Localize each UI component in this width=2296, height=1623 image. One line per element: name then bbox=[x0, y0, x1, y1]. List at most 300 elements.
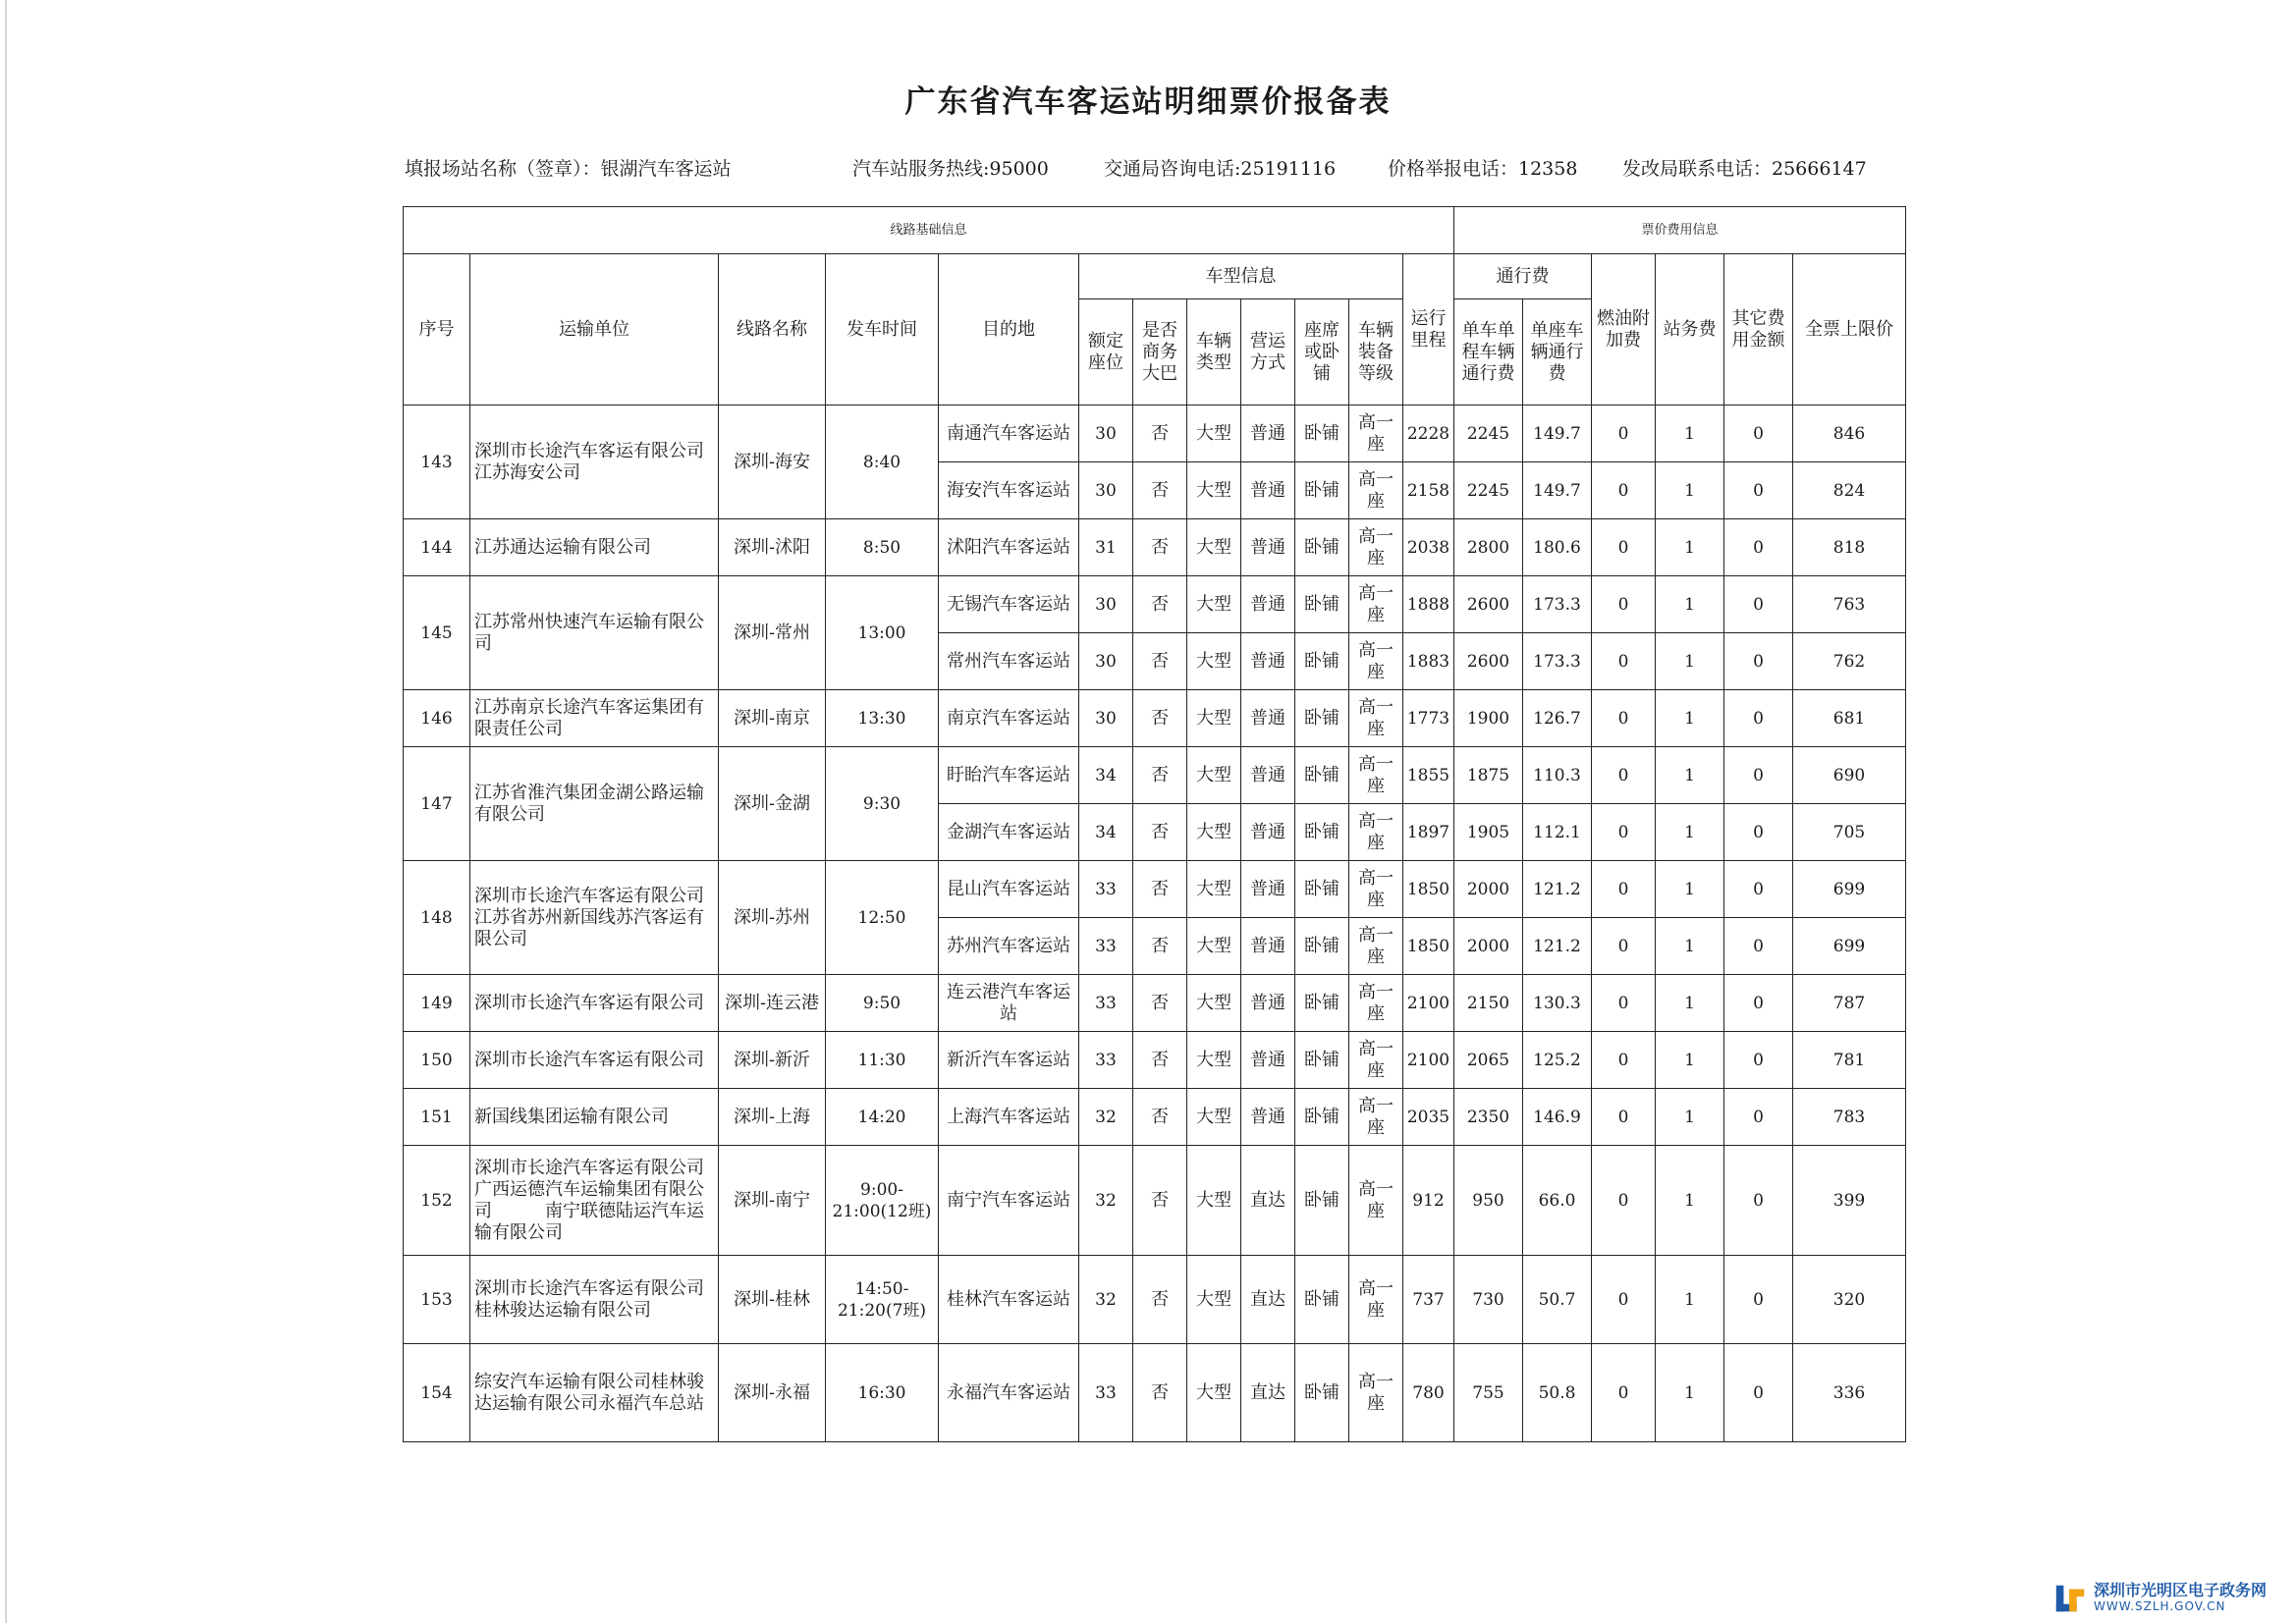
cell-max-fare: 818 bbox=[1793, 519, 1906, 576]
cell-business-bus: 否 bbox=[1133, 804, 1187, 861]
cell-depart-time: 14:50-21:20(7班) bbox=[826, 1256, 939, 1344]
cell-toll-seat: 125.2 bbox=[1523, 1032, 1592, 1089]
cell-vehicle-type: 大型 bbox=[1187, 804, 1241, 861]
cell-vehicle-type: 大型 bbox=[1187, 406, 1241, 462]
cell-other-fee: 0 bbox=[1724, 690, 1793, 747]
cell-max-fare: 846 bbox=[1793, 406, 1906, 462]
cell-destination: 新沂汽车客运站 bbox=[939, 1032, 1079, 1089]
cell-depart-time: 13:00 bbox=[826, 576, 939, 690]
table-row bbox=[404, 1256, 1906, 1344]
cell-equipment-grade: 高一座 bbox=[1349, 861, 1403, 918]
cell-distance: 1850 bbox=[1403, 918, 1454, 975]
cell-destination: 无锡汽车客运站 bbox=[939, 576, 1079, 633]
cell-equipment-grade: 高一座 bbox=[1349, 633, 1403, 690]
section-fee-info: 票价费用信息 bbox=[1454, 207, 1906, 254]
col-company: 运输单位 bbox=[470, 254, 719, 406]
cell-vehicle-type: 大型 bbox=[1187, 918, 1241, 975]
cell-line: 深圳-苏州 bbox=[719, 861, 826, 975]
cell-max-fare: 781 bbox=[1793, 1032, 1906, 1089]
cell-business-bus: 否 bbox=[1133, 576, 1187, 633]
cell-seats: 30 bbox=[1079, 690, 1133, 747]
cell-destination: 昆山汽车客运站 bbox=[939, 861, 1079, 918]
cell-toll-seat: 149.7 bbox=[1523, 406, 1592, 462]
cell-other-fee: 0 bbox=[1724, 804, 1793, 861]
cell-toll-single: 1905 bbox=[1454, 804, 1523, 861]
cell-seats: 30 bbox=[1079, 576, 1133, 633]
cell-equipment-grade: 高一座 bbox=[1349, 576, 1403, 633]
cell-toll-single: 2350 bbox=[1454, 1089, 1523, 1146]
cell-toll-single: 2150 bbox=[1454, 975, 1523, 1032]
cell-company: 深圳市长途汽车客运有限公司 bbox=[470, 1032, 719, 1089]
cell-station-fee: 1 bbox=[1656, 1146, 1724, 1256]
cell-max-fare: 681 bbox=[1793, 690, 1906, 747]
cell-equipment-grade: 高一座 bbox=[1349, 1344, 1403, 1442]
col-toll-seat: 单座车辆通行费 bbox=[1523, 299, 1592, 406]
col-toll: 通行费 bbox=[1454, 254, 1592, 299]
cell-business-bus: 否 bbox=[1133, 1256, 1187, 1344]
cell-line: 深圳-永福 bbox=[719, 1344, 826, 1442]
table-row bbox=[404, 1344, 1906, 1442]
cell-station-fee: 1 bbox=[1656, 861, 1724, 918]
col-line: 线路名称 bbox=[719, 254, 826, 406]
cell-fuel-surcharge: 0 bbox=[1592, 1032, 1656, 1089]
cell-seats: 34 bbox=[1079, 747, 1133, 804]
cell-max-fare: 824 bbox=[1793, 462, 1906, 519]
cell-other-fee: 0 bbox=[1724, 633, 1793, 690]
cell-max-fare: 699 bbox=[1793, 861, 1906, 918]
cell-fuel-surcharge: 0 bbox=[1592, 519, 1656, 576]
price-report-label: 价格举报电话：12358 bbox=[1388, 158, 1578, 180]
fare-table bbox=[403, 206, 1906, 1442]
cell-business-bus: 否 bbox=[1133, 462, 1187, 519]
cell-toll-single: 2065 bbox=[1454, 1032, 1523, 1089]
cell-depart-time: 13:30 bbox=[826, 690, 939, 747]
cell-max-fare: 763 bbox=[1793, 576, 1906, 633]
cell-max-fare: 762 bbox=[1793, 633, 1906, 690]
cell-business-bus: 否 bbox=[1133, 406, 1187, 462]
cell-distance: 1850 bbox=[1403, 861, 1454, 918]
cell-vehicle-type: 大型 bbox=[1187, 519, 1241, 576]
cell-seat-or-berth: 卧铺 bbox=[1295, 1256, 1349, 1344]
cell-seat-or-berth: 卧铺 bbox=[1295, 1032, 1349, 1089]
section-route-info: 线路基础信息 bbox=[404, 207, 1454, 254]
cell-fuel-surcharge: 0 bbox=[1592, 633, 1656, 690]
cell-company: 深圳市长途汽车客运有限公司 bbox=[470, 975, 719, 1032]
cell-toll-seat: 121.2 bbox=[1523, 861, 1592, 918]
cell-business-bus: 否 bbox=[1133, 747, 1187, 804]
cell-seats: 33 bbox=[1079, 1032, 1133, 1089]
cell-toll-seat: 130.3 bbox=[1523, 975, 1592, 1032]
cell-company: 综安汽车运输有限公司桂林骏达运输有限公司永福汽车总站 bbox=[470, 1344, 719, 1442]
col-other-fee: 其它费用金额 bbox=[1724, 254, 1793, 406]
cell-toll-single: 2245 bbox=[1454, 462, 1523, 519]
cell-toll-seat: 112.1 bbox=[1523, 804, 1592, 861]
cell-destination: 盱眙汽车客运站 bbox=[939, 747, 1079, 804]
cell-depart-time: 9:50 bbox=[826, 975, 939, 1032]
cell-operation-mode: 普通 bbox=[1241, 406, 1295, 462]
cell-no: 152 bbox=[404, 1146, 470, 1256]
cell-seat-or-berth: 卧铺 bbox=[1295, 975, 1349, 1032]
cell-fuel-surcharge: 0 bbox=[1592, 861, 1656, 918]
cell-operation-mode: 普通 bbox=[1241, 975, 1295, 1032]
cell-toll-single: 950 bbox=[1454, 1146, 1523, 1256]
cell-business-bus: 否 bbox=[1133, 519, 1187, 576]
cell-toll-single: 2800 bbox=[1454, 519, 1523, 576]
cell-toll-seat: 50.7 bbox=[1523, 1256, 1592, 1344]
cell-operation-mode: 直达 bbox=[1241, 1344, 1295, 1442]
transport-bureau-label: 交通局咨询电话:25191116 bbox=[1104, 158, 1337, 180]
cell-business-bus: 否 bbox=[1133, 861, 1187, 918]
cell-operation-mode: 普通 bbox=[1241, 462, 1295, 519]
cell-operation-mode: 直达 bbox=[1241, 1256, 1295, 1344]
cell-toll-seat: 149.7 bbox=[1523, 462, 1592, 519]
cell-toll-seat: 146.9 bbox=[1523, 1089, 1592, 1146]
cell-toll-seat: 126.7 bbox=[1523, 690, 1592, 747]
table-row bbox=[404, 1032, 1906, 1089]
cell-station-fee: 1 bbox=[1656, 975, 1724, 1032]
cell-no: 146 bbox=[404, 690, 470, 747]
cell-distance: 912 bbox=[1403, 1146, 1454, 1256]
cell-line: 深圳-常州 bbox=[719, 576, 826, 690]
cell-seats: 30 bbox=[1079, 406, 1133, 462]
cell-toll-seat: 50.8 bbox=[1523, 1344, 1592, 1442]
cell-no: 143 bbox=[404, 406, 470, 519]
cell-seats: 33 bbox=[1079, 861, 1133, 918]
cell-other-fee: 0 bbox=[1724, 861, 1793, 918]
cell-station-fee: 1 bbox=[1656, 633, 1724, 690]
cell-other-fee: 0 bbox=[1724, 1344, 1793, 1442]
cell-destination: 海安汽车客运站 bbox=[939, 462, 1079, 519]
cell-vehicle-type: 大型 bbox=[1187, 576, 1241, 633]
cell-seats: 33 bbox=[1079, 975, 1133, 1032]
cell-max-fare: 399 bbox=[1793, 1146, 1906, 1256]
cell-no: 148 bbox=[404, 861, 470, 975]
cell-seat-or-berth: 卧铺 bbox=[1295, 861, 1349, 918]
cell-station-fee: 1 bbox=[1656, 519, 1724, 576]
cell-toll-single: 730 bbox=[1454, 1256, 1523, 1344]
cell-toll-single: 755 bbox=[1454, 1344, 1523, 1442]
cell-operation-mode: 普通 bbox=[1241, 918, 1295, 975]
col-destination: 目的地 bbox=[939, 254, 1079, 406]
cell-fuel-surcharge: 0 bbox=[1592, 1344, 1656, 1442]
cell-destination: 南宁汽车客运站 bbox=[939, 1146, 1079, 1256]
cell-toll-seat: 110.3 bbox=[1523, 747, 1592, 804]
cell-seat-or-berth: 卧铺 bbox=[1295, 804, 1349, 861]
table-row bbox=[404, 747, 1906, 804]
cell-line: 深圳-新沂 bbox=[719, 1032, 826, 1089]
cell-business-bus: 否 bbox=[1133, 1089, 1187, 1146]
cell-toll-single: 2000 bbox=[1454, 918, 1523, 975]
cell-vehicle-type: 大型 bbox=[1187, 1089, 1241, 1146]
col-equipment-grade: 车辆装备等级 bbox=[1349, 299, 1403, 406]
site-logo-icon bbox=[2052, 1580, 2090, 1617]
col-fuel-surcharge: 燃油附加费 bbox=[1592, 254, 1656, 406]
cell-fuel-surcharge: 0 bbox=[1592, 975, 1656, 1032]
cell-station-fee: 1 bbox=[1656, 406, 1724, 462]
cell-no: 147 bbox=[404, 747, 470, 861]
cell-depart-time: 16:30 bbox=[826, 1344, 939, 1442]
cell-seats: 30 bbox=[1079, 462, 1133, 519]
cell-distance: 2158 bbox=[1403, 462, 1454, 519]
cell-destination: 连云港汽车客运站 bbox=[939, 975, 1079, 1032]
cell-company: 深圳市长途汽车客运有限公司桂林骏达运输有限公司 bbox=[470, 1256, 719, 1344]
col-max-fare: 全票上限价 bbox=[1793, 254, 1906, 406]
col-vehicle-info: 车型信息 bbox=[1079, 254, 1403, 299]
cell-company: 深圳市长途汽车客运有限公司广西运德汽车运输集团有限公司 南宁联德陆运汽车运输有限公司 bbox=[470, 1146, 719, 1256]
cell-distance: 2100 bbox=[1403, 975, 1454, 1032]
logo-site-name: 深圳市光明区电子政务网 bbox=[2093, 1581, 2267, 1599]
cell-distance: 1773 bbox=[1403, 690, 1454, 747]
cell-equipment-grade: 高一座 bbox=[1349, 975, 1403, 1032]
table-row bbox=[404, 690, 1906, 747]
cell-toll-seat: 173.3 bbox=[1523, 576, 1592, 633]
col-toll-single: 单车单程车辆通行费 bbox=[1454, 299, 1523, 406]
col-vehicle-type: 车辆类型 bbox=[1187, 299, 1241, 406]
cell-fuel-surcharge: 0 bbox=[1592, 406, 1656, 462]
cell-equipment-grade: 高一座 bbox=[1349, 406, 1403, 462]
cell-line: 深圳-上海 bbox=[719, 1089, 826, 1146]
cell-equipment-grade: 高一座 bbox=[1349, 1146, 1403, 1256]
cell-distance: 2038 bbox=[1403, 519, 1454, 576]
cell-other-fee: 0 bbox=[1724, 975, 1793, 1032]
cell-depart-time: 11:30 bbox=[826, 1032, 939, 1089]
cell-no: 144 bbox=[404, 519, 470, 576]
cell-no: 151 bbox=[404, 1089, 470, 1146]
col-operation-mode: 营运方式 bbox=[1241, 299, 1295, 406]
cell-other-fee: 0 bbox=[1724, 747, 1793, 804]
cell-toll-seat: 121.2 bbox=[1523, 918, 1592, 975]
cell-toll-single: 1875 bbox=[1454, 747, 1523, 804]
cell-fuel-surcharge: 0 bbox=[1592, 690, 1656, 747]
col-distance: 运行里程 bbox=[1403, 254, 1454, 406]
cell-operation-mode: 普通 bbox=[1241, 804, 1295, 861]
cell-station-fee: 1 bbox=[1656, 804, 1724, 861]
cell-seats: 30 bbox=[1079, 633, 1133, 690]
cell-destination: 南京汽车客运站 bbox=[939, 690, 1079, 747]
cell-company: 新国线集团运输有限公司 bbox=[470, 1089, 719, 1146]
cell-seat-or-berth: 卧铺 bbox=[1295, 1344, 1349, 1442]
cell-business-bus: 否 bbox=[1133, 975, 1187, 1032]
cell-company: 江苏常州快速汽车运输有限公司 bbox=[470, 576, 719, 690]
cell-operation-mode: 普通 bbox=[1241, 861, 1295, 918]
cell-business-bus: 否 bbox=[1133, 918, 1187, 975]
cell-seat-or-berth: 卧铺 bbox=[1295, 690, 1349, 747]
cell-station-fee: 1 bbox=[1656, 1032, 1724, 1089]
col-no: 序号 bbox=[404, 254, 470, 406]
table-row bbox=[404, 975, 1906, 1032]
cell-fuel-surcharge: 0 bbox=[1592, 1089, 1656, 1146]
cell-other-fee: 0 bbox=[1724, 1089, 1793, 1146]
cell-company: 深圳市长途汽车客运有限公司江苏海安公司 bbox=[470, 406, 719, 519]
cell-seat-or-berth: 卧铺 bbox=[1295, 1089, 1349, 1146]
cell-vehicle-type: 大型 bbox=[1187, 1256, 1241, 1344]
cell-line: 深圳-连云港 bbox=[719, 975, 826, 1032]
cell-company: 江苏省淮汽集团金湖公路运输有限公司 bbox=[470, 747, 719, 861]
cell-seat-or-berth: 卧铺 bbox=[1295, 1146, 1349, 1256]
cell-distance: 780 bbox=[1403, 1344, 1454, 1442]
cell-station-fee: 1 bbox=[1656, 747, 1724, 804]
cell-other-fee: 0 bbox=[1724, 918, 1793, 975]
cell-vehicle-type: 大型 bbox=[1187, 1344, 1241, 1442]
cell-station-fee: 1 bbox=[1656, 1089, 1724, 1146]
cell-station-fee: 1 bbox=[1656, 690, 1724, 747]
cell-toll-single: 2600 bbox=[1454, 576, 1523, 633]
cell-distance: 2228 bbox=[1403, 406, 1454, 462]
cell-seats: 33 bbox=[1079, 918, 1133, 975]
table-row bbox=[404, 1146, 1906, 1256]
cell-equipment-grade: 高一座 bbox=[1349, 804, 1403, 861]
cell-vehicle-type: 大型 bbox=[1187, 1146, 1241, 1256]
cell-line: 深圳-南宁 bbox=[719, 1146, 826, 1256]
cell-seats: 32 bbox=[1079, 1089, 1133, 1146]
cell-business-bus: 否 bbox=[1133, 633, 1187, 690]
cell-no: 153 bbox=[404, 1256, 470, 1344]
cell-vehicle-type: 大型 bbox=[1187, 1032, 1241, 1089]
cell-operation-mode: 直达 bbox=[1241, 1146, 1295, 1256]
cell-vehicle-type: 大型 bbox=[1187, 861, 1241, 918]
cell-no: 145 bbox=[404, 576, 470, 690]
cell-toll-single: 2245 bbox=[1454, 406, 1523, 462]
cell-max-fare: 705 bbox=[1793, 804, 1906, 861]
cell-vehicle-type: 大型 bbox=[1187, 633, 1241, 690]
cell-toll-single: 1900 bbox=[1454, 690, 1523, 747]
cell-depart-time: 9:00-21:00(12班) bbox=[826, 1146, 939, 1256]
cell-destination: 金湖汽车客运站 bbox=[939, 804, 1079, 861]
cell-max-fare: 699 bbox=[1793, 918, 1906, 975]
cell-company: 江苏南京长途汽车客运集团有限责任公司 bbox=[470, 690, 719, 747]
cell-toll-single: 2000 bbox=[1454, 861, 1523, 918]
cell-station-fee: 1 bbox=[1656, 918, 1724, 975]
cell-seat-or-berth: 卧铺 bbox=[1295, 519, 1349, 576]
cell-other-fee: 0 bbox=[1724, 1256, 1793, 1344]
cell-company: 深圳市长途汽车客运有限公司江苏省苏州新国线苏汽客运有限公司 bbox=[470, 861, 719, 975]
cell-line: 深圳-桂林 bbox=[719, 1256, 826, 1344]
cell-seat-or-berth: 卧铺 bbox=[1295, 633, 1349, 690]
cell-fuel-surcharge: 0 bbox=[1592, 918, 1656, 975]
cell-seats: 33 bbox=[1079, 1344, 1133, 1442]
table-row bbox=[404, 406, 1906, 462]
cell-max-fare: 787 bbox=[1793, 975, 1906, 1032]
cell-distance: 737 bbox=[1403, 1256, 1454, 1344]
cell-vehicle-type: 大型 bbox=[1187, 975, 1241, 1032]
cell-operation-mode: 普通 bbox=[1241, 747, 1295, 804]
cell-fuel-surcharge: 0 bbox=[1592, 1146, 1656, 1256]
cell-equipment-grade: 高一座 bbox=[1349, 519, 1403, 576]
cell-fuel-surcharge: 0 bbox=[1592, 576, 1656, 633]
cell-operation-mode: 普通 bbox=[1241, 519, 1295, 576]
col-seats: 额定座位 bbox=[1079, 299, 1133, 406]
cell-distance: 1888 bbox=[1403, 576, 1454, 633]
cell-vehicle-type: 大型 bbox=[1187, 747, 1241, 804]
cell-operation-mode: 普通 bbox=[1241, 576, 1295, 633]
cell-equipment-grade: 高一座 bbox=[1349, 1089, 1403, 1146]
cell-line: 深圳-金湖 bbox=[719, 747, 826, 861]
col-station-fee: 站务费 bbox=[1656, 254, 1724, 406]
cell-distance: 1897 bbox=[1403, 804, 1454, 861]
cell-destination: 上海汽车客运站 bbox=[939, 1089, 1079, 1146]
cell-toll-seat: 173.3 bbox=[1523, 633, 1592, 690]
cell-other-fee: 0 bbox=[1724, 519, 1793, 576]
cell-depart-time: 8:50 bbox=[826, 519, 939, 576]
cell-other-fee: 0 bbox=[1724, 406, 1793, 462]
cell-distance: 2100 bbox=[1403, 1032, 1454, 1089]
cell-depart-time: 9:30 bbox=[826, 747, 939, 861]
cell-operation-mode: 普通 bbox=[1241, 690, 1295, 747]
cell-seats: 31 bbox=[1079, 519, 1133, 576]
cell-seats: 34 bbox=[1079, 804, 1133, 861]
cell-station-fee: 1 bbox=[1656, 1256, 1724, 1344]
cell-other-fee: 0 bbox=[1724, 462, 1793, 519]
cell-vehicle-type: 大型 bbox=[1187, 690, 1241, 747]
cell-toll-seat: 66.0 bbox=[1523, 1146, 1592, 1256]
cell-fuel-surcharge: 0 bbox=[1592, 1256, 1656, 1344]
cell-line: 深圳-南京 bbox=[719, 690, 826, 747]
cell-destination: 苏州汽车客运站 bbox=[939, 918, 1079, 975]
cell-line: 深圳-沭阳 bbox=[719, 519, 826, 576]
cell-seat-or-berth: 卧铺 bbox=[1295, 462, 1349, 519]
cell-no: 149 bbox=[404, 975, 470, 1032]
station-name-label: 填报场站名称（签章）：银湖汽车客运站 bbox=[405, 158, 732, 180]
cell-max-fare: 320 bbox=[1793, 1256, 1906, 1344]
cell-equipment-grade: 高一座 bbox=[1349, 462, 1403, 519]
cell-no: 150 bbox=[404, 1032, 470, 1089]
cell-fuel-surcharge: 0 bbox=[1592, 747, 1656, 804]
cell-toll-seat: 180.6 bbox=[1523, 519, 1592, 576]
fare-table-body bbox=[404, 406, 1906, 1442]
cell-other-fee: 0 bbox=[1724, 1032, 1793, 1089]
cell-fuel-surcharge: 0 bbox=[1592, 462, 1656, 519]
col-business-bus: 是否商务大巴 bbox=[1133, 299, 1187, 406]
cell-seats: 32 bbox=[1079, 1146, 1133, 1256]
table-row bbox=[404, 519, 1906, 576]
cell-distance: 2035 bbox=[1403, 1089, 1454, 1146]
cell-vehicle-type: 大型 bbox=[1187, 462, 1241, 519]
cell-line: 深圳-海安 bbox=[719, 406, 826, 519]
cell-equipment-grade: 高一座 bbox=[1349, 1032, 1403, 1089]
cell-business-bus: 否 bbox=[1133, 1032, 1187, 1089]
cell-operation-mode: 普通 bbox=[1241, 633, 1295, 690]
cell-business-bus: 否 bbox=[1133, 690, 1187, 747]
cell-seat-or-berth: 卧铺 bbox=[1295, 918, 1349, 975]
cell-depart-time: 8:40 bbox=[826, 406, 939, 519]
page-title: 广东省汽车客运站明细票价报备表 bbox=[904, 84, 1392, 120]
cell-station-fee: 1 bbox=[1656, 576, 1724, 633]
cell-business-bus: 否 bbox=[1133, 1344, 1187, 1442]
cell-distance: 1883 bbox=[1403, 633, 1454, 690]
cell-business-bus: 否 bbox=[1133, 1146, 1187, 1256]
cell-destination: 桂林汽车客运站 bbox=[939, 1256, 1079, 1344]
cell-destination: 沭阳汽车客运站 bbox=[939, 519, 1079, 576]
scan-edge-line bbox=[5, 0, 7, 1623]
cell-toll-single: 2600 bbox=[1454, 633, 1523, 690]
cell-station-fee: 1 bbox=[1656, 462, 1724, 519]
cell-destination: 南通汽车客运站 bbox=[939, 406, 1079, 462]
cell-other-fee: 0 bbox=[1724, 576, 1793, 633]
cell-fuel-surcharge: 0 bbox=[1592, 804, 1656, 861]
footer-logo bbox=[2052, 1580, 2267, 1617]
cell-distance: 1855 bbox=[1403, 747, 1454, 804]
cell-company: 江苏通达运输有限公司 bbox=[470, 519, 719, 576]
col-depart-time: 发车时间 bbox=[826, 254, 939, 406]
table-row bbox=[404, 576, 1906, 633]
cell-other-fee: 0 bbox=[1724, 1146, 1793, 1256]
table-row bbox=[404, 861, 1906, 918]
cell-equipment-grade: 高一座 bbox=[1349, 747, 1403, 804]
cell-operation-mode: 普通 bbox=[1241, 1032, 1295, 1089]
cell-seat-or-berth: 卧铺 bbox=[1295, 747, 1349, 804]
cell-station-fee: 1 bbox=[1656, 1344, 1724, 1442]
cell-depart-time: 12:50 bbox=[826, 861, 939, 975]
